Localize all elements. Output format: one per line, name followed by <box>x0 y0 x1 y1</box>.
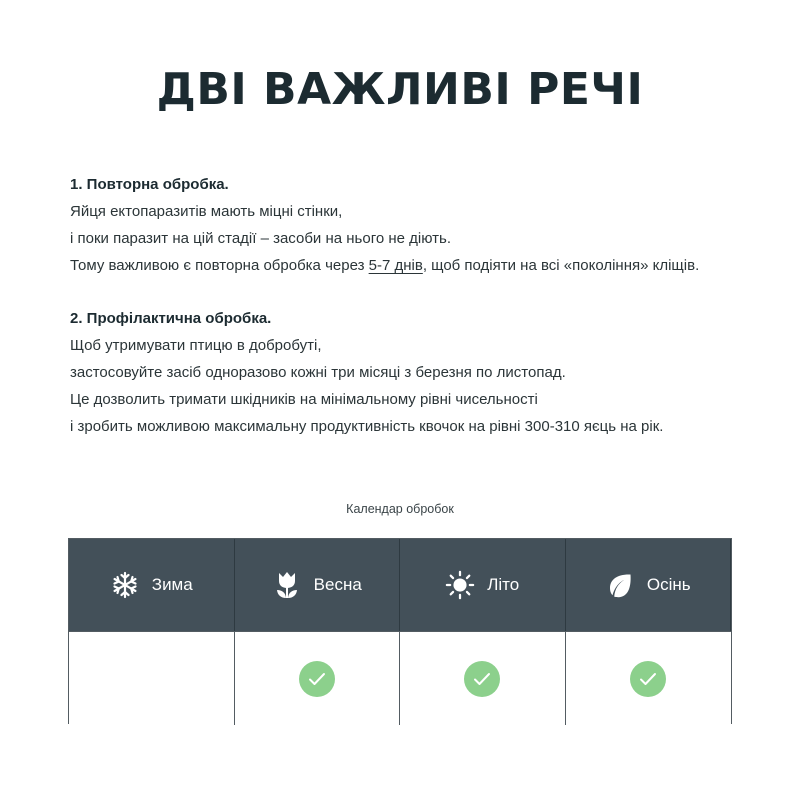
season-label: Літо <box>487 575 520 594</box>
season-cell-winter <box>69 631 235 725</box>
tulip-icon <box>272 570 302 600</box>
page-title: ДВІ ВАЖЛИВІ РЕЧІ <box>156 64 644 115</box>
season-header-spring <box>235 539 401 631</box>
season-label: Зима <box>151 575 193 594</box>
season-label: Весна <box>313 575 362 594</box>
season-header-autumn <box>566 539 732 631</box>
season-cell-spring <box>235 631 401 725</box>
treatment-calendar-table <box>68 538 732 724</box>
text-span: , щоб подіяти на всі «покоління» кліщів. <box>422 257 700 274</box>
paragraph-line: і зробить можливою максимальну продуктивність квочок на рівні 300-310 яєць на рік. <box>70 418 664 435</box>
calendar-caption: Календар обробок <box>346 502 454 516</box>
paragraph-line: Яйця ектопаразитів мають міцні стінки, <box>70 203 343 220</box>
paragraph-line: Щоб утримувати птицю в добробуті, <box>70 337 322 354</box>
sun-icon <box>445 570 475 600</box>
season-header-summer <box>400 539 566 631</box>
interval-highlight: 5-7 днів <box>368 257 423 274</box>
section-preventive-treatment <box>70 309 750 444</box>
snowflake-icon <box>110 570 140 600</box>
season-label: Осінь <box>646 575 691 594</box>
section-repeat-treatment <box>70 175 750 283</box>
paragraph-line: Це дозволить тримати шкідників на мінімальному рівні чисельності <box>70 391 538 408</box>
check-icon <box>630 661 666 697</box>
paragraph-line <box>70 256 750 283</box>
check-icon <box>299 661 335 697</box>
season-cell-summer <box>400 631 566 725</box>
check-icon <box>464 661 500 697</box>
section-heading: 1. Повторна обробка. <box>70 176 229 193</box>
leaf-icon <box>605 570 635 600</box>
paragraph-line: і поки паразит на цій стадії – засоби на нього не діють. <box>70 230 451 247</box>
season-header-winter <box>69 539 235 631</box>
text-span: Тому важливою є повторна обробка через <box>70 257 369 274</box>
paragraph-line: застосовуйте засіб одноразово кожні три місяці з березня по листопад. <box>70 364 566 381</box>
season-cell-autumn <box>566 631 732 725</box>
section-heading: 2. Профілактична обробка. <box>70 310 272 327</box>
